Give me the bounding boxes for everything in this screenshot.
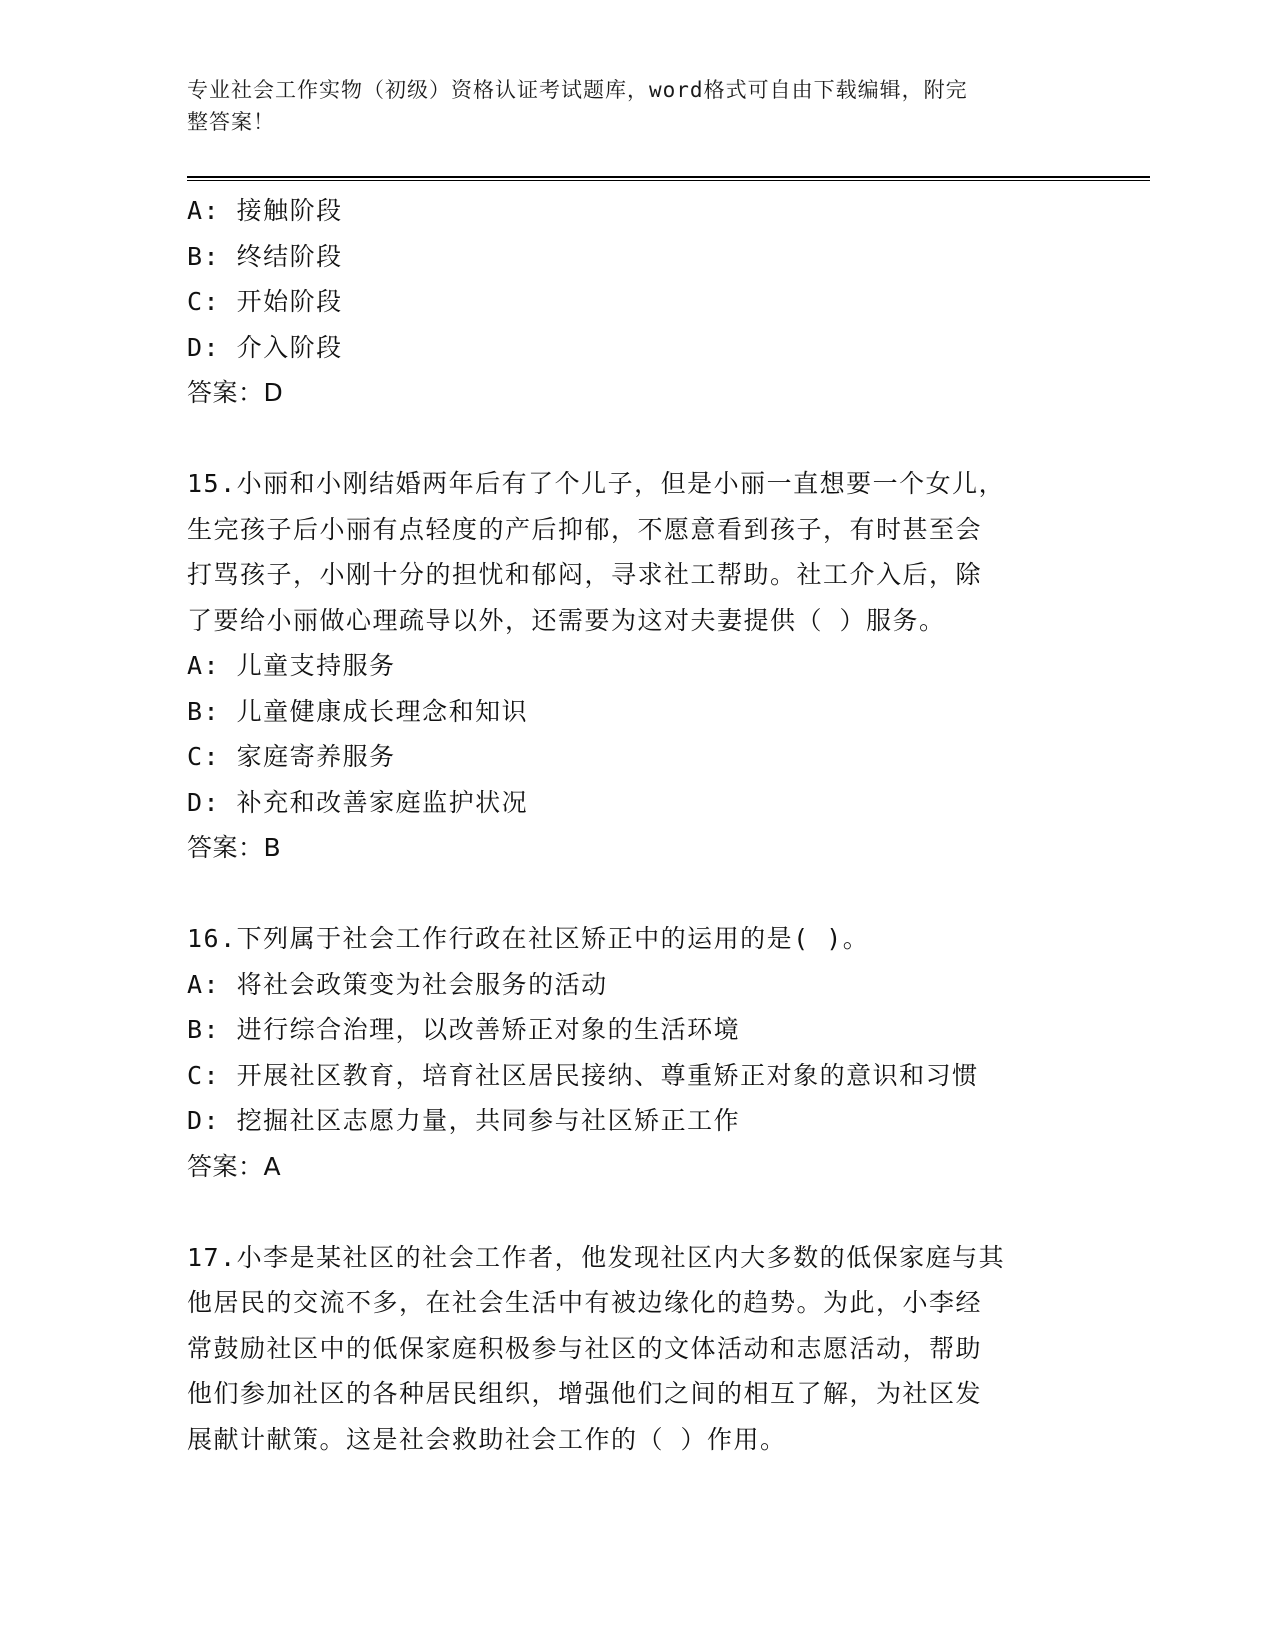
question-stem-line: 他居民的交流不多，在社会生活中有被边缘化的趋势。为此，小李经 bbox=[187, 1288, 983, 1317]
option-d: D: 补充和改善家庭监护状况 bbox=[187, 787, 529, 817]
question-stem-line: 了要给小丽做心理疏导以外，还需要为这对夫妻提供（ ）服务。 bbox=[187, 605, 946, 635]
answer: 答案：B bbox=[187, 833, 282, 862]
option-b: B: 进行综合治理，以改善矫正对象的生活环境 bbox=[187, 1015, 741, 1044]
question-stem-line: 他们参加社区的各种居民组织，增强他们之间的相互了解，为社区发 bbox=[187, 1379, 983, 1408]
spacer bbox=[187, 416, 1087, 462]
option-c: C: 开始阶段 bbox=[187, 287, 343, 316]
header-divider bbox=[187, 176, 1150, 181]
spacer bbox=[187, 1189, 1087, 1235]
spacer bbox=[187, 871, 1087, 917]
option-a: A: 接触阶段 bbox=[187, 196, 343, 225]
question-14 bbox=[187, 188, 1087, 416]
option-b: B: 终结阶段 bbox=[187, 241, 343, 271]
question-stem-line: 打骂孩子，小刚十分的担忧和郁闷，寻求社工帮助。社工介入后，除 bbox=[187, 560, 983, 589]
question-15 bbox=[187, 461, 1087, 871]
option-c: C: 家庭寄养服务 bbox=[187, 742, 396, 771]
question-stem-line: 15.小丽和小刚结婚两年后有了个儿子，但是小丽一直想要一个女儿， bbox=[187, 469, 1006, 498]
question-stem-line: 常鼓励社区中的低保家庭积极参与社区的文体活动和志愿活动，帮助 bbox=[187, 1333, 983, 1363]
question-17 bbox=[187, 1235, 1087, 1463]
question-16 bbox=[187, 916, 1087, 1189]
question-stem-line: 生完孩子后小丽有点轻度的产后抑郁，不愿意看到孩子，有时甚至会 bbox=[187, 514, 983, 544]
page-header bbox=[187, 74, 1067, 138]
answer: 答案：A bbox=[187, 1151, 282, 1181]
question-stem-line: 展献计献策。这是社会救助社会工作的（ ）作用。 bbox=[187, 1424, 787, 1454]
option-b: B: 儿童健康成长理念和知识 bbox=[187, 696, 529, 726]
answer: 答案：D bbox=[187, 378, 284, 407]
header-line-1: 专业社会工作实物（初级）资格认证考试题库，word格式可自由下载编辑，附完 bbox=[187, 78, 968, 102]
option-c: C: 开展社区教育，培育社区居民接纳、尊重矫正对象的意识和习惯 bbox=[187, 1060, 979, 1090]
option-a: A: 儿童支持服务 bbox=[187, 651, 396, 680]
option-a: A: 将社会政策变为社会服务的活动 bbox=[187, 969, 608, 999]
option-d: D: 挖掘社区志愿力量，共同参与社区矫正工作 bbox=[187, 1106, 741, 1135]
header-line-2: 整答案！ bbox=[187, 110, 275, 134]
question-content bbox=[187, 188, 1087, 1462]
question-stem-line: 16.下列属于社会工作行政在社区矫正中的运用的是( )。 bbox=[187, 924, 870, 953]
option-d: D: 介入阶段 bbox=[187, 332, 343, 362]
question-stem-line: 17.小李是某社区的社会工作者，他发现社区内大多数的低保家庭与其 bbox=[187, 1242, 1006, 1272]
